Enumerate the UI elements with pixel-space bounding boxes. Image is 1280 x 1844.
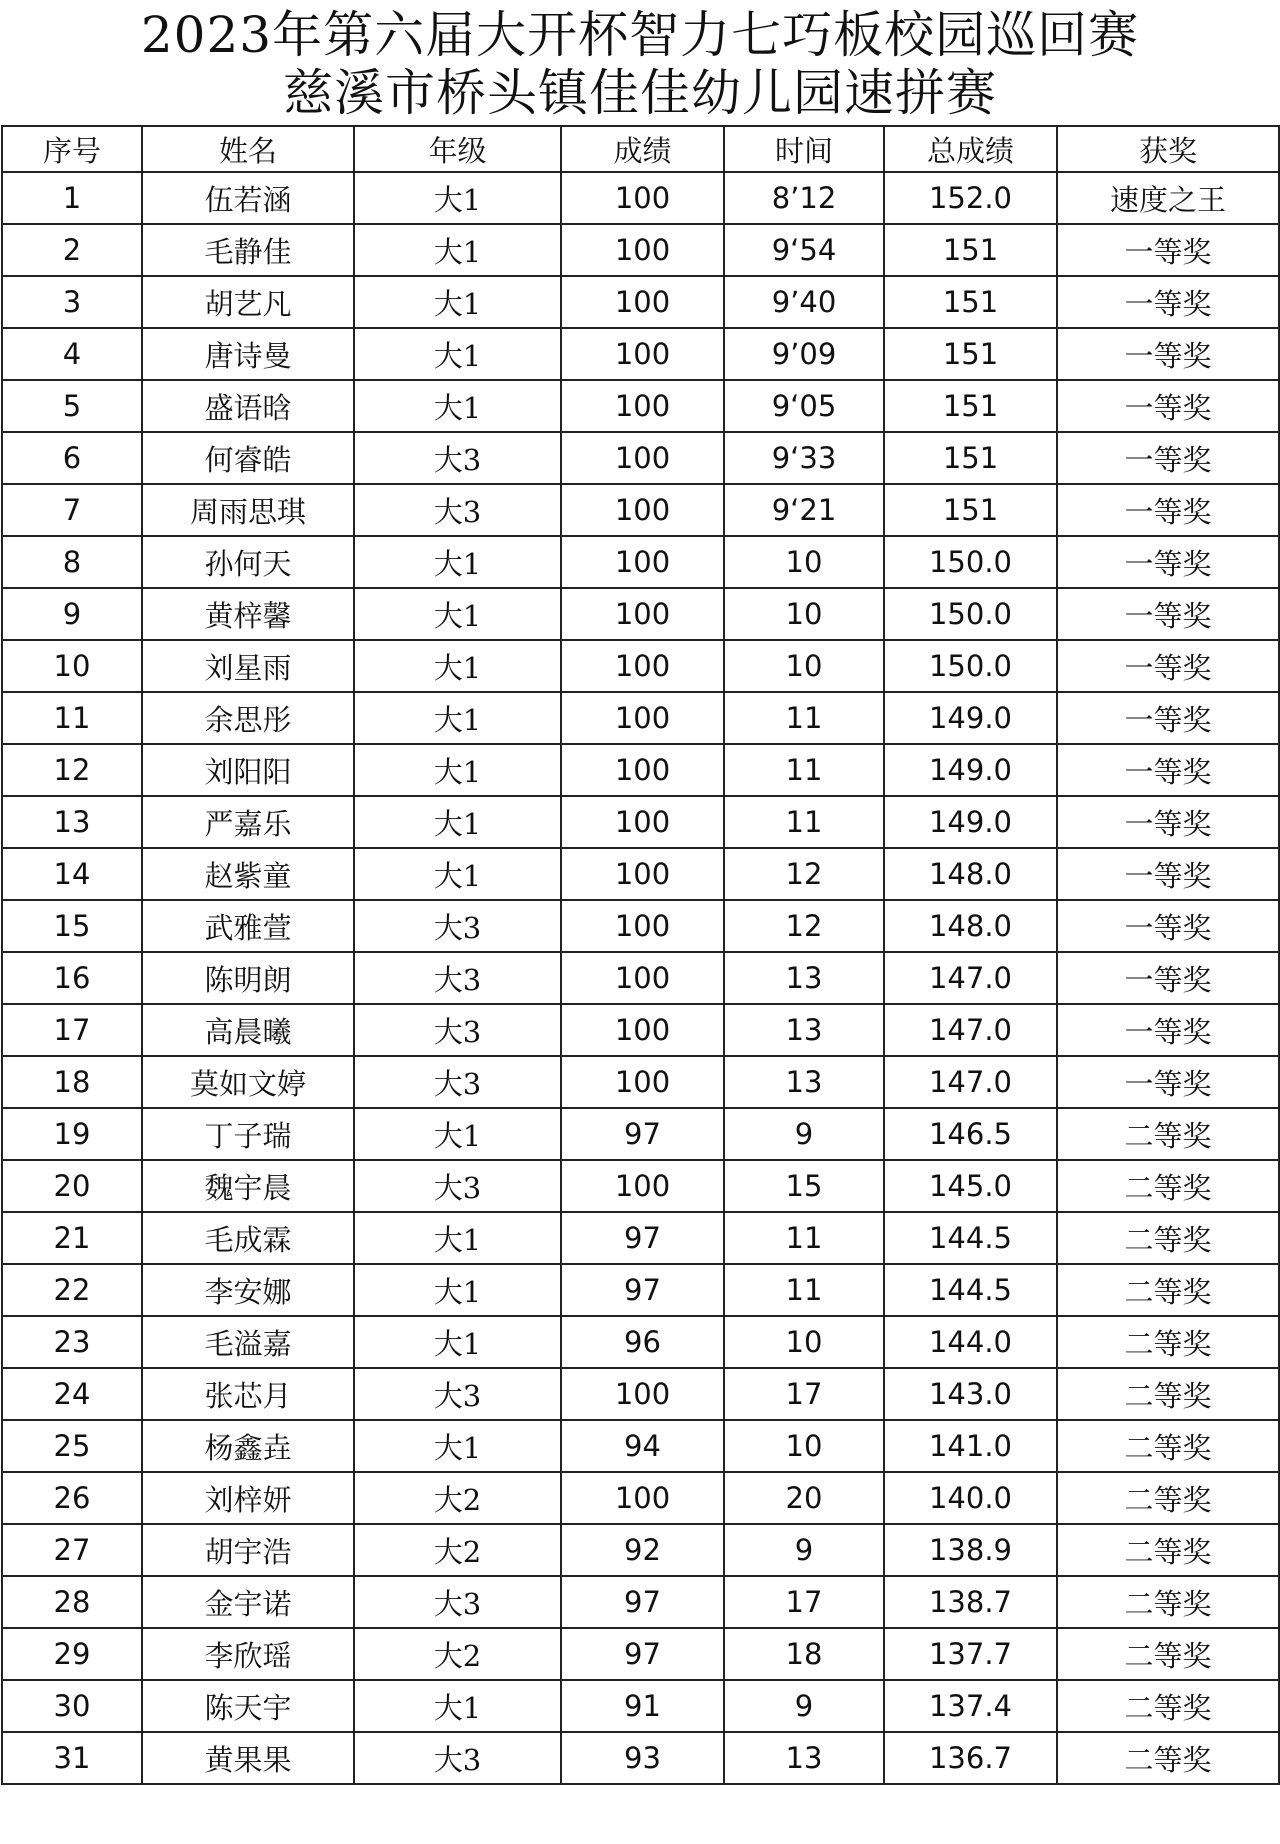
- cell-award: 一等奖: [1057, 432, 1279, 484]
- cell-name: 丁子瑞: [142, 1108, 354, 1160]
- cell-name: 伍若涵: [142, 172, 354, 224]
- cell-name: 金宇诺: [142, 1576, 354, 1628]
- table-row: [2, 1316, 1279, 1368]
- cell-total: 144.5: [884, 1264, 1057, 1316]
- table-row: [2, 1576, 1279, 1628]
- cell-name: 陈明朗: [142, 952, 354, 1004]
- cell-time: 11: [724, 692, 884, 744]
- cell-name: 唐诗曼: [142, 328, 354, 380]
- cell-award: 一等奖: [1057, 744, 1279, 796]
- cell-score: 100: [561, 1368, 724, 1420]
- cell-index: 12: [2, 744, 142, 796]
- table-row: [2, 484, 1279, 536]
- cell-grade: 大1: [354, 692, 561, 744]
- cell-name: 孙何天: [142, 536, 354, 588]
- cell-time: 9‘33: [724, 432, 884, 484]
- cell-total: 149.0: [884, 692, 1057, 744]
- cell-index: 22: [2, 1264, 142, 1316]
- cell-score: 100: [561, 328, 724, 380]
- cell-index: 27: [2, 1524, 142, 1576]
- cell-score: 100: [561, 952, 724, 1004]
- cell-total: 148.0: [884, 848, 1057, 900]
- cell-score: 100: [561, 848, 724, 900]
- table-row: [2, 640, 1279, 692]
- cell-total: 147.0: [884, 1056, 1057, 1108]
- cell-index: 18: [2, 1056, 142, 1108]
- cell-award: 二等奖: [1057, 1420, 1279, 1472]
- cell-index: 16: [2, 952, 142, 1004]
- cell-award: 二等奖: [1057, 1212, 1279, 1264]
- cell-total: 146.5: [884, 1108, 1057, 1160]
- table-row: [2, 172, 1279, 224]
- cell-grade: 大1: [354, 1212, 561, 1264]
- cell-time: 10: [724, 536, 884, 588]
- cell-score: 97: [561, 1212, 724, 1264]
- cell-grade: 大3: [354, 484, 561, 536]
- cell-award: 一等奖: [1057, 380, 1279, 432]
- cell-name: 胡宇浩: [142, 1524, 354, 1576]
- cell-total: 151: [884, 276, 1057, 328]
- cell-total: 151: [884, 484, 1057, 536]
- cell-total: 151: [884, 380, 1057, 432]
- cell-grade: 大2: [354, 1628, 561, 1680]
- cell-name: 周雨思琪: [142, 484, 354, 536]
- cell-total: 150.0: [884, 536, 1057, 588]
- cell-total: 144.5: [884, 1212, 1057, 1264]
- header-score: 成绩: [561, 126, 724, 172]
- table-row: [2, 1472, 1279, 1524]
- table-row: [2, 952, 1279, 1004]
- cell-total: 145.0: [884, 1160, 1057, 1212]
- cell-score: 94: [561, 1420, 724, 1472]
- cell-time: 9’40: [724, 276, 884, 328]
- cell-score: 97: [561, 1576, 724, 1628]
- cell-name: 杨鑫垚: [142, 1420, 354, 1472]
- table-row: [2, 224, 1279, 276]
- cell-time: 9: [724, 1680, 884, 1732]
- cell-total: 144.0: [884, 1316, 1057, 1368]
- cell-score: 100: [561, 1160, 724, 1212]
- cell-index: 11: [2, 692, 142, 744]
- header-row: [2, 126, 1279, 172]
- cell-name: 陈天宇: [142, 1680, 354, 1732]
- header-index: 序号: [2, 126, 142, 172]
- table-row: [2, 536, 1279, 588]
- cell-grade: 大1: [354, 588, 561, 640]
- cell-time: 17: [724, 1576, 884, 1628]
- table-row: [2, 900, 1279, 952]
- cell-score: 96: [561, 1316, 724, 1368]
- cell-time: 10: [724, 1316, 884, 1368]
- cell-total: 149.0: [884, 744, 1057, 796]
- cell-total: 147.0: [884, 1004, 1057, 1056]
- cell-score: 100: [561, 224, 724, 276]
- table-row: [2, 276, 1279, 328]
- cell-score: 92: [561, 1524, 724, 1576]
- cell-award: 一等奖: [1057, 224, 1279, 276]
- cell-grade: 大1: [354, 1680, 561, 1732]
- cell-index: 30: [2, 1680, 142, 1732]
- cell-name: 黄果果: [142, 1732, 354, 1784]
- cell-time: 9‘05: [724, 380, 884, 432]
- cell-time: 10: [724, 588, 884, 640]
- cell-score: 100: [561, 640, 724, 692]
- cell-score: 97: [561, 1108, 724, 1160]
- cell-name: 余思彤: [142, 692, 354, 744]
- cell-score: 97: [561, 1628, 724, 1680]
- cell-award: 二等奖: [1057, 1368, 1279, 1420]
- cell-index: 2: [2, 224, 142, 276]
- cell-grade: 大1: [354, 380, 561, 432]
- cell-index: 8: [2, 536, 142, 588]
- cell-award: 一等奖: [1057, 900, 1279, 952]
- cell-award: 一等奖: [1057, 1004, 1279, 1056]
- table-row: [2, 432, 1279, 484]
- table-row: [2, 1628, 1279, 1680]
- cell-grade: 大1: [354, 172, 561, 224]
- cell-grade: 大1: [354, 744, 561, 796]
- cell-score: 100: [561, 172, 724, 224]
- cell-time: 9‘21: [724, 484, 884, 536]
- cell-name: 黄梓馨: [142, 588, 354, 640]
- cell-name: 魏宇晨: [142, 1160, 354, 1212]
- cell-name: 高晨曦: [142, 1004, 354, 1056]
- cell-name: 胡艺凡: [142, 276, 354, 328]
- cell-name: 何睿皓: [142, 432, 354, 484]
- cell-grade: 大1: [354, 536, 561, 588]
- cell-award: 二等奖: [1057, 1264, 1279, 1316]
- cell-time: 9: [724, 1524, 884, 1576]
- cell-name: 刘阳阳: [142, 744, 354, 796]
- cell-award: 一等奖: [1057, 276, 1279, 328]
- cell-grade: 大3: [354, 1732, 561, 1784]
- cell-grade: 大1: [354, 796, 561, 848]
- table-row: [2, 1108, 1279, 1160]
- cell-grade: 大1: [354, 1316, 561, 1368]
- cell-grade: 大1: [354, 1108, 561, 1160]
- cell-award: 二等奖: [1057, 1472, 1279, 1524]
- cell-award: 一等奖: [1057, 484, 1279, 536]
- cell-award: 一等奖: [1057, 588, 1279, 640]
- cell-total: 140.0: [884, 1472, 1057, 1524]
- cell-score: 97: [561, 1264, 724, 1316]
- cell-grade: 大2: [354, 1472, 561, 1524]
- table-row: [2, 1524, 1279, 1576]
- cell-time: 12: [724, 900, 884, 952]
- cell-grade: 大3: [354, 1160, 561, 1212]
- cell-index: 17: [2, 1004, 142, 1056]
- cell-grade: 大3: [354, 432, 561, 484]
- cell-total: 136.7: [884, 1732, 1057, 1784]
- cell-time: 13: [724, 1004, 884, 1056]
- table-row: [2, 1368, 1279, 1420]
- cell-time: 20: [724, 1472, 884, 1524]
- cell-time: 11: [724, 796, 884, 848]
- cell-grade: 大1: [354, 224, 561, 276]
- cell-score: 100: [561, 276, 724, 328]
- cell-time: 10: [724, 1420, 884, 1472]
- cell-name: 刘梓妍: [142, 1472, 354, 1524]
- cell-grade: 大3: [354, 1576, 561, 1628]
- cell-time: 13: [724, 1056, 884, 1108]
- cell-award: 一等奖: [1057, 328, 1279, 380]
- header-grade: 年级: [354, 126, 561, 172]
- cell-total: 150.0: [884, 640, 1057, 692]
- cell-award: 一等奖: [1057, 640, 1279, 692]
- table-row: [2, 380, 1279, 432]
- cell-award: 二等奖: [1057, 1316, 1279, 1368]
- cell-award: 一等奖: [1057, 692, 1279, 744]
- cell-index: 21: [2, 1212, 142, 1264]
- cell-index: 23: [2, 1316, 142, 1368]
- cell-total: 152.0: [884, 172, 1057, 224]
- cell-score: 100: [561, 692, 724, 744]
- cell-index: 13: [2, 796, 142, 848]
- cell-score: 100: [561, 1004, 724, 1056]
- cell-score: 100: [561, 484, 724, 536]
- cell-time: 12: [724, 848, 884, 900]
- cell-name: 严嘉乐: [142, 796, 354, 848]
- cell-total: 137.7: [884, 1628, 1057, 1680]
- cell-award: 二等奖: [1057, 1628, 1279, 1680]
- cell-award: 二等奖: [1057, 1732, 1279, 1784]
- cell-award: 二等奖: [1057, 1576, 1279, 1628]
- cell-score: 100: [561, 536, 724, 588]
- title-line-2: 慈溪市桥头镇佳佳幼儿园速拼赛: [283, 64, 997, 122]
- cell-time: 17: [724, 1368, 884, 1420]
- table-row: [2, 692, 1279, 744]
- cell-time: 9’09: [724, 328, 884, 380]
- cell-grade: 大2: [354, 1524, 561, 1576]
- cell-index: 3: [2, 276, 142, 328]
- table-row: [2, 1160, 1279, 1212]
- cell-time: 13: [724, 952, 884, 1004]
- cell-score: 100: [561, 1472, 724, 1524]
- cell-index: 15: [2, 900, 142, 952]
- cell-grade: 大3: [354, 1004, 561, 1056]
- cell-total: 138.9: [884, 1524, 1057, 1576]
- cell-score: 100: [561, 1056, 724, 1108]
- cell-total: 147.0: [884, 952, 1057, 1004]
- cell-index: 1: [2, 172, 142, 224]
- table-row: [2, 796, 1279, 848]
- cell-grade: 大1: [354, 640, 561, 692]
- cell-grade: 大1: [354, 1264, 561, 1316]
- cell-index: 20: [2, 1160, 142, 1212]
- table-row: [2, 1056, 1279, 1108]
- cell-grade: 大1: [354, 276, 561, 328]
- header-name: 姓名: [142, 126, 354, 172]
- cell-name: 莫如文婷: [142, 1056, 354, 1108]
- cell-score: 100: [561, 796, 724, 848]
- table-row: [2, 744, 1279, 796]
- table-row: [2, 1004, 1279, 1056]
- cell-total: 143.0: [884, 1368, 1057, 1420]
- cell-time: 11: [724, 744, 884, 796]
- cell-score: 93: [561, 1732, 724, 1784]
- cell-total: 138.7: [884, 1576, 1057, 1628]
- cell-award: 一等奖: [1057, 536, 1279, 588]
- cell-score: 100: [561, 744, 724, 796]
- cell-name: 武雅萱: [142, 900, 354, 952]
- cell-time: 11: [724, 1212, 884, 1264]
- cell-total: 148.0: [884, 900, 1057, 952]
- cell-name: 张芯月: [142, 1368, 354, 1420]
- cell-grade: 大3: [354, 900, 561, 952]
- cell-name: 毛溢嘉: [142, 1316, 354, 1368]
- header-total: 总成绩: [884, 126, 1057, 172]
- cell-index: 5: [2, 380, 142, 432]
- cell-index: 4: [2, 328, 142, 380]
- header-award: 获奖: [1057, 126, 1279, 172]
- cell-index: 10: [2, 640, 142, 692]
- cell-time: 8’12: [724, 172, 884, 224]
- cell-name: 赵紫童: [142, 848, 354, 900]
- table-row: [2, 588, 1279, 640]
- cell-total: 150.0: [884, 588, 1057, 640]
- table-row: [2, 1680, 1279, 1732]
- cell-grade: 大1: [354, 1420, 561, 1472]
- cell-index: 7: [2, 484, 142, 536]
- cell-award: 二等奖: [1057, 1160, 1279, 1212]
- cell-total: 137.4: [884, 1680, 1057, 1732]
- cell-grade: 大3: [354, 1368, 561, 1420]
- page-title: [0, 0, 1280, 126]
- cell-grade: 大1: [354, 328, 561, 380]
- results-table: [1, 125, 1280, 1785]
- table-row: [2, 1212, 1279, 1264]
- title-line-1: 2023年第六届大开杯智力七巧板校园巡回赛: [140, 6, 1140, 64]
- cell-name: 毛成霖: [142, 1212, 354, 1264]
- cell-index: 26: [2, 1472, 142, 1524]
- cell-name: 刘星雨: [142, 640, 354, 692]
- cell-total: 151: [884, 328, 1057, 380]
- cell-name: 毛静佳: [142, 224, 354, 276]
- cell-name: 李欣瑶: [142, 1628, 354, 1680]
- cell-time: 18: [724, 1628, 884, 1680]
- cell-index: 9: [2, 588, 142, 640]
- cell-index: 19: [2, 1108, 142, 1160]
- cell-award: 一等奖: [1057, 952, 1279, 1004]
- cell-name: 盛语晗: [142, 380, 354, 432]
- cell-total: 151: [884, 432, 1057, 484]
- cell-award: 一等奖: [1057, 1056, 1279, 1108]
- cell-score: 100: [561, 432, 724, 484]
- cell-index: 14: [2, 848, 142, 900]
- table-row: [2, 848, 1279, 900]
- cell-time: 10: [724, 640, 884, 692]
- cell-score: 100: [561, 380, 724, 432]
- header-time: 时间: [724, 126, 884, 172]
- cell-index: 24: [2, 1368, 142, 1420]
- cell-index: 29: [2, 1628, 142, 1680]
- table-body: [2, 172, 1279, 1784]
- cell-score: 91: [561, 1680, 724, 1732]
- cell-score: 100: [561, 588, 724, 640]
- cell-name: 李安娜: [142, 1264, 354, 1316]
- cell-index: 31: [2, 1732, 142, 1784]
- cell-award: 二等奖: [1057, 1524, 1279, 1576]
- cell-time: 9: [724, 1108, 884, 1160]
- cell-total: 149.0: [884, 796, 1057, 848]
- table-row: [2, 1264, 1279, 1316]
- cell-grade: 大3: [354, 952, 561, 1004]
- cell-award: 一等奖: [1057, 848, 1279, 900]
- cell-award: 速度之王: [1057, 172, 1279, 224]
- table-row: [2, 1420, 1279, 1472]
- table-row: [2, 1732, 1279, 1784]
- cell-time: 15: [724, 1160, 884, 1212]
- cell-award: 一等奖: [1057, 796, 1279, 848]
- cell-total: 141.0: [884, 1420, 1057, 1472]
- cell-grade: 大1: [354, 848, 561, 900]
- cell-index: 25: [2, 1420, 142, 1472]
- cell-time: 11: [724, 1264, 884, 1316]
- cell-time: 13: [724, 1732, 884, 1784]
- cell-grade: 大3: [354, 1056, 561, 1108]
- cell-index: 6: [2, 432, 142, 484]
- cell-award: 二等奖: [1057, 1108, 1279, 1160]
- cell-total: 151: [884, 224, 1057, 276]
- cell-score: 100: [561, 900, 724, 952]
- cell-index: 28: [2, 1576, 142, 1628]
- cell-time: 9‘54: [724, 224, 884, 276]
- cell-award: 二等奖: [1057, 1680, 1279, 1732]
- table-row: [2, 328, 1279, 380]
